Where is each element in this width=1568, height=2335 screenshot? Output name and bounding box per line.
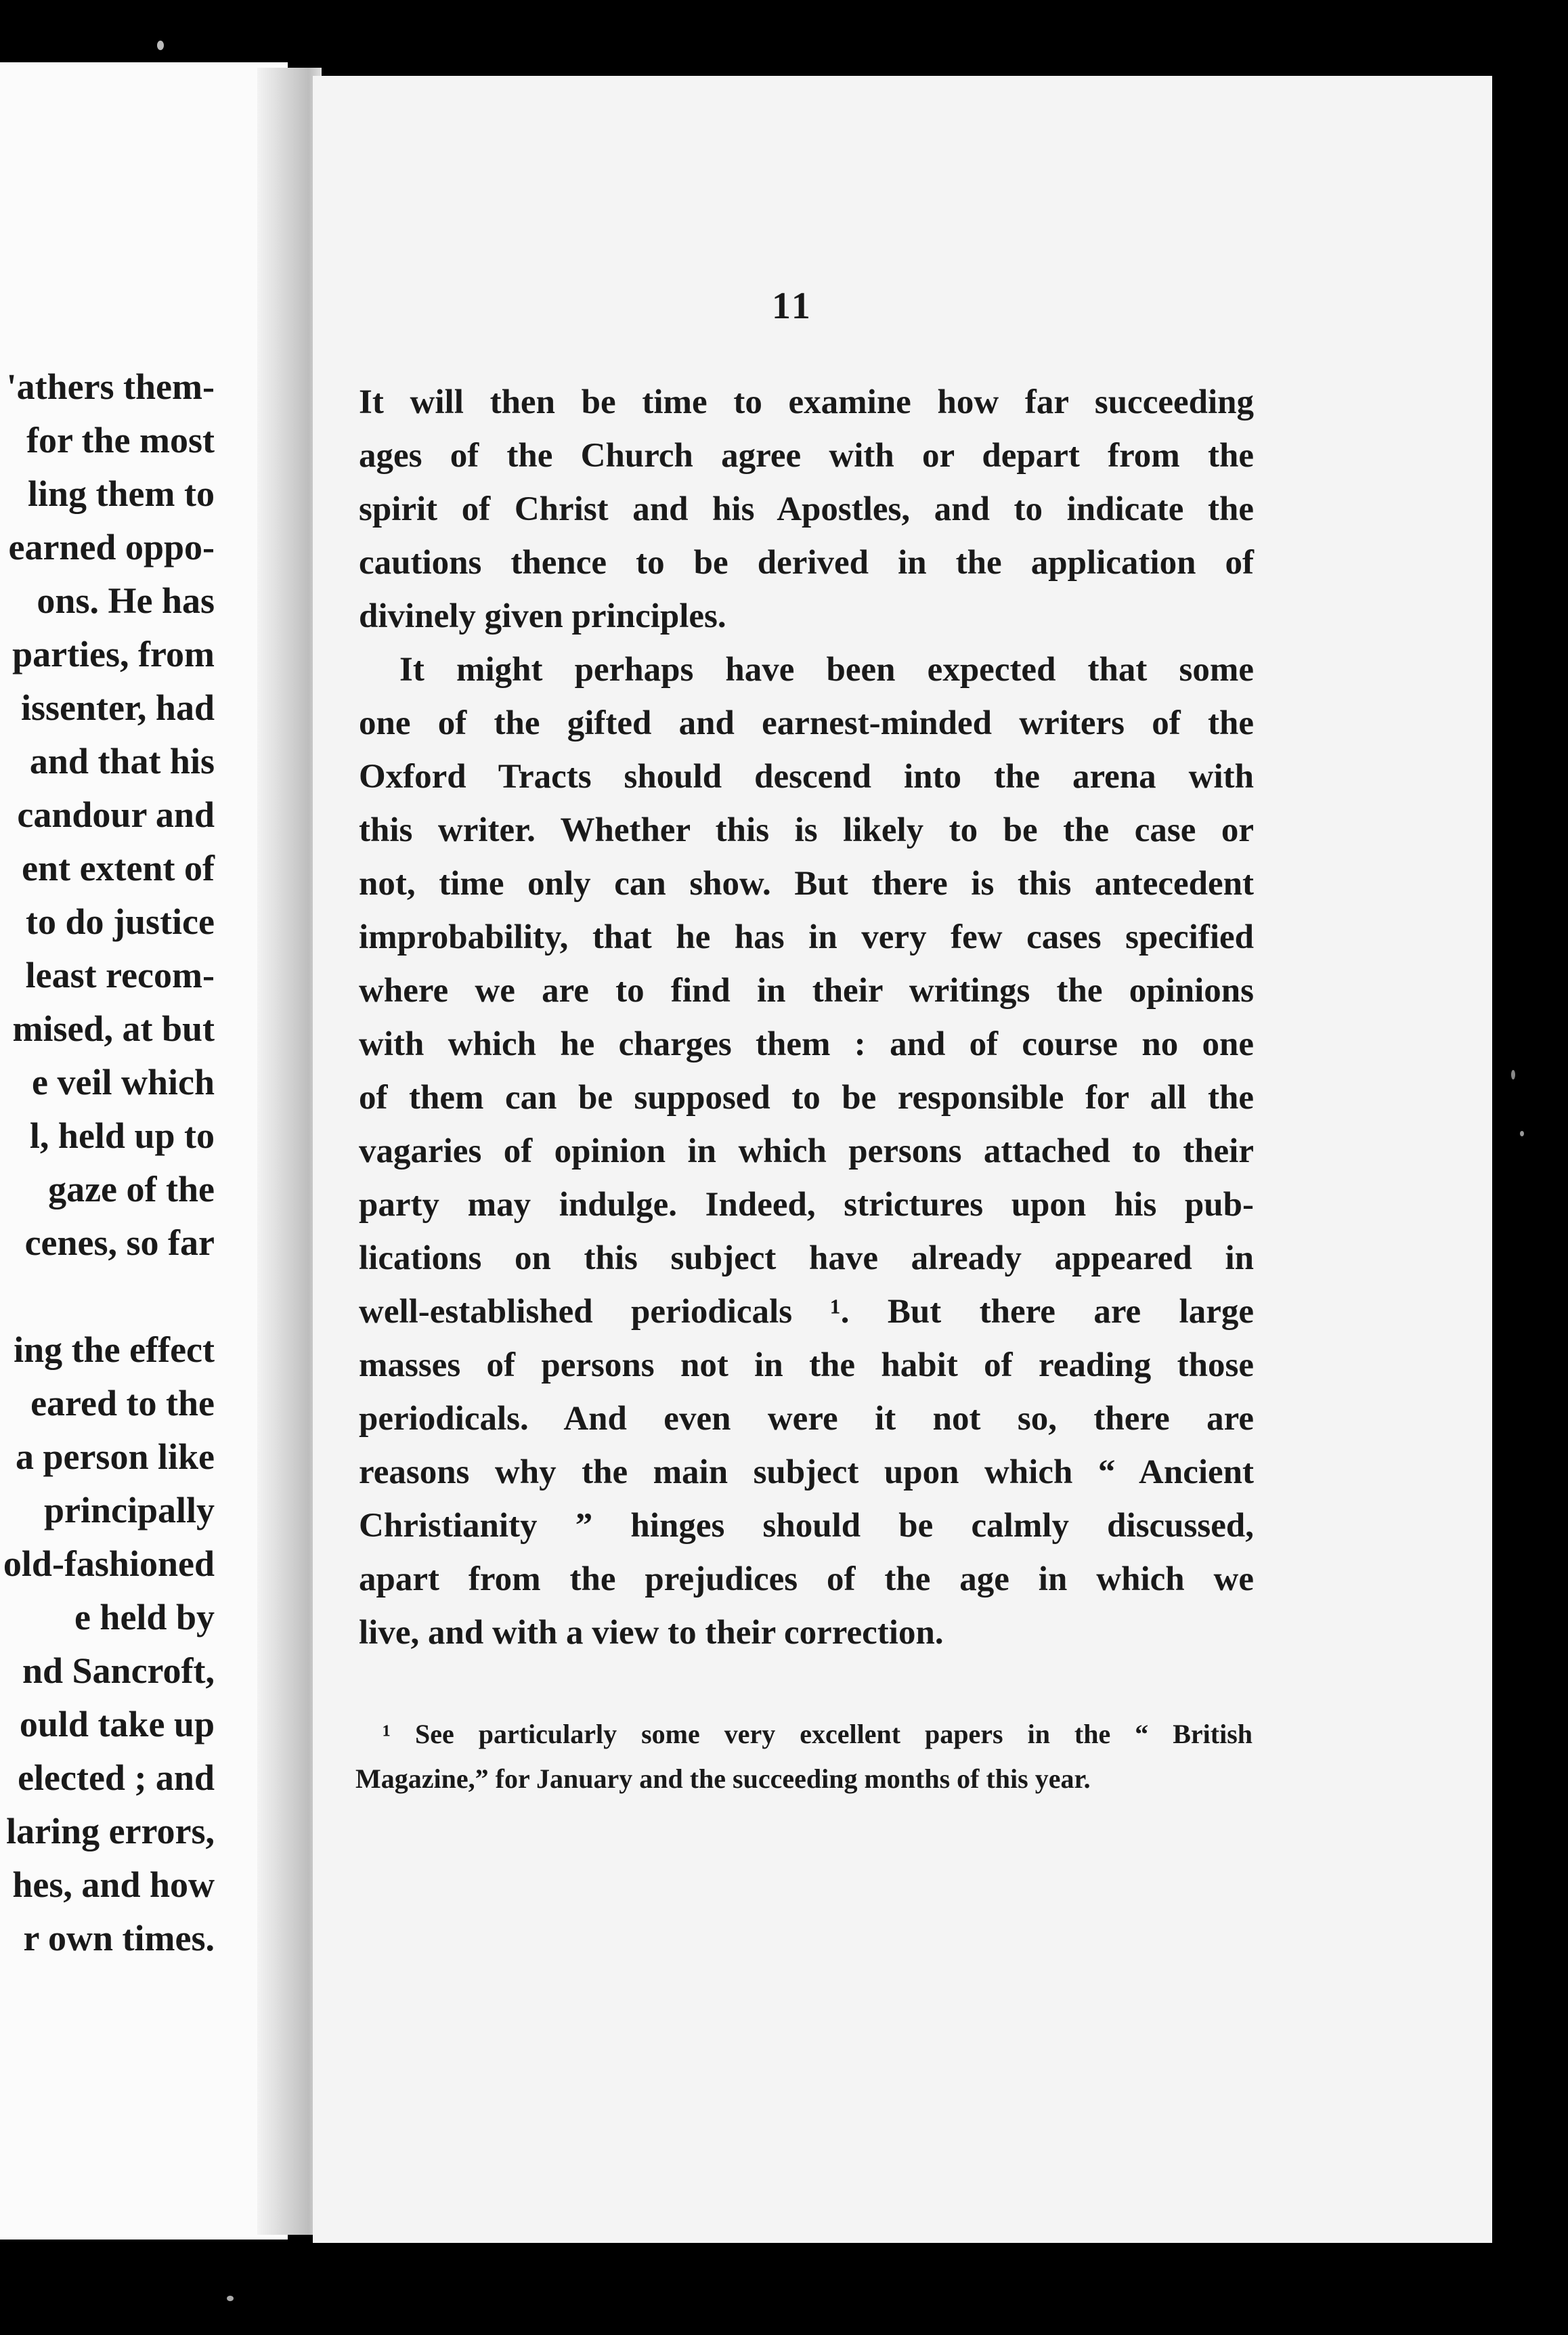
- book-gutter: [257, 68, 322, 2235]
- left-page-line: hes, and how: [12, 1864, 215, 1905]
- text-line: divinely given principles.: [359, 597, 726, 635]
- text-line: ages of the Church agree with or depart from the: [359, 437, 1254, 475]
- left-page-line: candour and: [17, 794, 215, 835]
- main-text: [359, 376, 1254, 1660]
- text-line: reasons why the main subject upon which “ Ancient: [359, 1453, 1254, 1491]
- left-page-line: nd Sancroft,: [22, 1650, 215, 1691]
- dust-speck: [1520, 1131, 1524, 1136]
- left-page-line: ent extent of: [22, 848, 215, 888]
- left-page-line: mised, at but: [12, 1008, 215, 1049]
- text-line: party may indulge. Indeed, strictures upon his pub-: [359, 1186, 1254, 1224]
- text-line: periodicals. And even were it not so, there are: [359, 1400, 1254, 1438]
- left-page-line: 'athers them-: [6, 366, 215, 407]
- page-number: 11: [772, 285, 813, 327]
- text-line: vagaries of opinion in which persons attached to their: [359, 1132, 1254, 1170]
- text-line: cautions thence to be derived in the application of: [359, 544, 1254, 582]
- left-page-line: e held by: [74, 1597, 215, 1637]
- text-line: not, time only can show. But there is this antecedent: [359, 865, 1254, 903]
- text-line: It will then be time to examine how far succeeding: [359, 383, 1254, 421]
- text-line: well-established periodicals ¹. But there are large: [359, 1293, 1254, 1331]
- left-page-line: laring errors,: [6, 1811, 215, 1851]
- paragraph-1: [359, 376, 1254, 643]
- dust-speck: [1511, 1070, 1515, 1079]
- footnote: [355, 1712, 1253, 1801]
- left-page-line: parties, from: [12, 634, 215, 674]
- text-line: masses of persons not in the habit of reading those: [359, 1346, 1254, 1384]
- footnote-line: Magazine,” for January and the succeeding months of this year.: [355, 1763, 1091, 1794]
- left-page-line: to do justice: [26, 901, 215, 942]
- dust-speck: [157, 41, 164, 50]
- left-page-line: earned oppo-: [8, 527, 215, 567]
- left-page-line: cenes, so far: [24, 1222, 215, 1263]
- left-page-line: ing the effect: [14, 1329, 215, 1370]
- text-line: one of the gifted and earnest-minded writers of the: [359, 704, 1254, 742]
- left-page-line: and that his: [29, 741, 215, 781]
- left-page-line: elected ; and: [18, 1757, 215, 1798]
- left-page-line: r own times.: [23, 1918, 215, 1958]
- text-line: lications on this subject have already appeared in: [359, 1239, 1254, 1277]
- text-line: with which he charges them : and of course no one: [359, 1025, 1254, 1063]
- text-line: this writer. Whether this is likely to be the case or: [359, 811, 1254, 849]
- left-page-line: principally: [43, 1490, 215, 1530]
- footnote-line: ¹ See particularly some very excellent papers in the “ British: [383, 1719, 1253, 1749]
- left-page-line: [0, 1270, 215, 1323]
- text-line: where we are to find in their writings the opinions: [359, 972, 1254, 1010]
- left-page-line: ling them to: [28, 473, 215, 514]
- text-line: It might perhaps have been expected that some: [399, 651, 1254, 689]
- text-line: live, and with a view to their correction.: [359, 1614, 944, 1652]
- text-line: Christianity ” hinges should be calmly discussed,: [359, 1507, 1254, 1545]
- text-line: improbability, that he has in very few cases specified: [359, 918, 1254, 956]
- text-line: spirit of Christ and his Apostles, and to indicate the: [359, 490, 1254, 528]
- dust-speck: [227, 2296, 234, 2301]
- text-line: of them can be supposed to be responsible for all the: [359, 1079, 1254, 1117]
- left-page-text: [0, 360, 215, 1965]
- left-page-line: least recom-: [25, 955, 215, 995]
- left-page-line: gaze of the: [48, 1169, 215, 1209]
- left-page-line: issenter, had: [20, 687, 215, 728]
- paragraph-2: [359, 643, 1254, 1660]
- left-page: [0, 62, 288, 2240]
- left-page-line: a person like: [15, 1436, 215, 1477]
- text-line: apart from the prejudices of the age in which we: [359, 1560, 1254, 1598]
- left-page-line: old-fashioned: [3, 1543, 215, 1584]
- left-page-line: ons. He has: [37, 580, 215, 621]
- left-page-line: l, held up to: [29, 1115, 215, 1156]
- left-page-line: for the most: [26, 420, 215, 460]
- left-page-line: ould take up: [19, 1704, 215, 1744]
- left-page-line: eared to the: [30, 1383, 215, 1423]
- left-page-line: e veil which: [32, 1062, 215, 1102]
- text-line: Oxford Tracts should descend into the arena with: [359, 758, 1254, 796]
